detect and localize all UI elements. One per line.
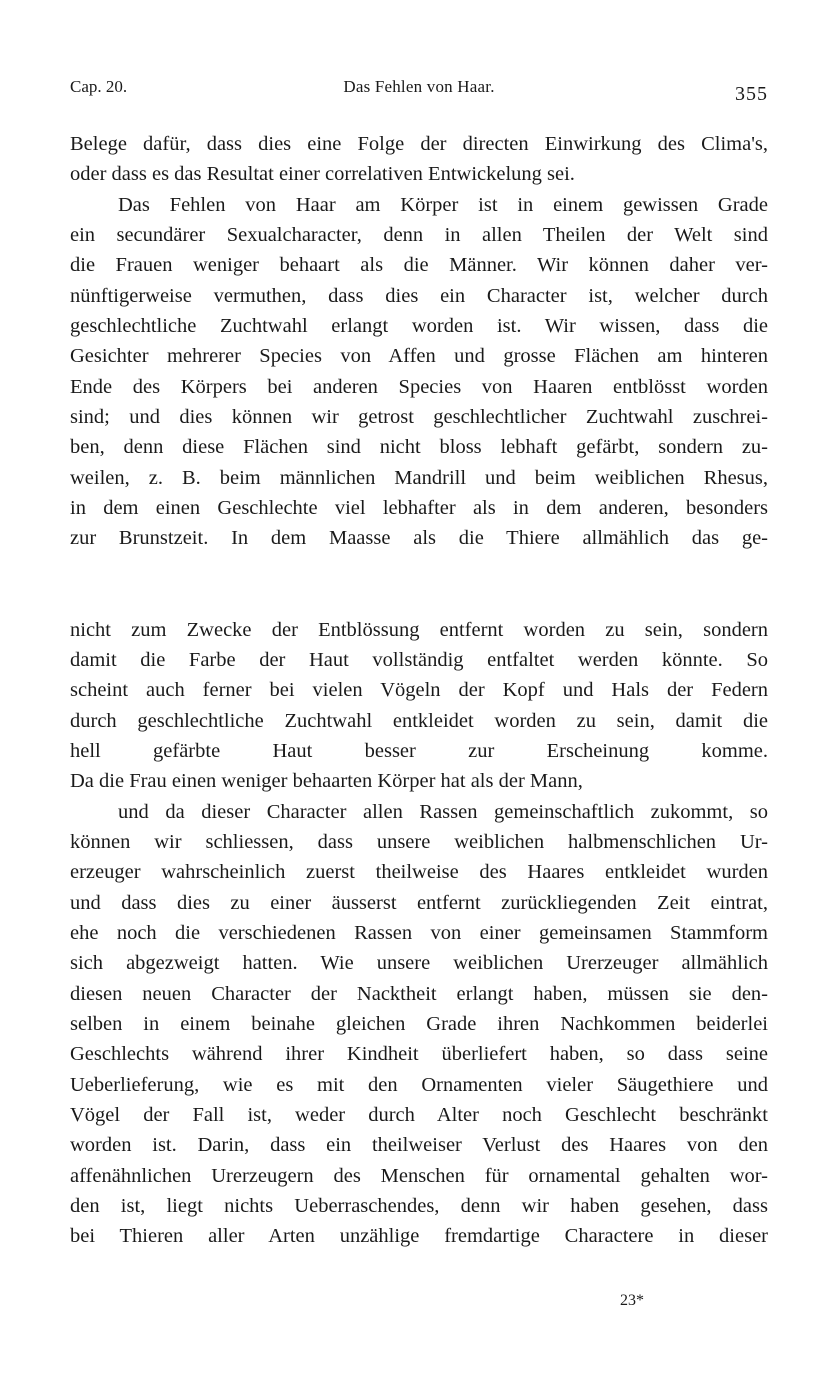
text-line: Ende des Körpers bei anderen Species von Haaren entblösst worden: [70, 375, 768, 398]
text-line: Ueberlieferung, wie es mit den Ornamenten vieler Säugethiere und: [70, 1073, 768, 1096]
text-line: damit die Farbe der Haut vollständig entfaltet werden könnte. So: [70, 648, 768, 671]
text-line: nicht zum Zwecke der Entblössung entfernt worden zu sein, sondern: [70, 618, 768, 641]
running-header: [70, 77, 768, 107]
text-line: weilen, z. B. beim männlichen Mandrill und beim weiblichen Rhesus,: [70, 466, 768, 489]
text-line: können wir schliessen, dass unsere weiblichen halbmenschlichen Ur-: [70, 830, 768, 853]
text-line: erzeuger wahrscheinlich zuerst theilweise des Haares entkleidet wurden: [70, 861, 768, 884]
text-line: Belege dafür, dass dies eine Folge der directen Einwirkung des Clima's,: [70, 133, 768, 155]
text-line: [70, 1252, 768, 1282]
text-line: hell gefärbte Haut besser zur Erscheinung komme.: [70, 739, 768, 762]
running-title: Das Fehlen von Haar.: [343, 77, 495, 96]
page-number: 355: [735, 83, 768, 105]
text-line: Geschlechts während ihrer Kindheit überliefert haben, so dass seine: [70, 1043, 768, 1066]
text-line: ben, denn diese Flächen sind nicht bloss lebhaft gefärbt, sondern zu-: [70, 436, 768, 459]
text-line: Gesichter mehrerer Species von Affen und grosse Flächen am hinteren: [70, 345, 768, 368]
body-text: [70, 129, 768, 1282]
text-line: Da die Frau einen weniger behaarten Körper hat als der Mann,: [70, 770, 583, 793]
paragraph-start-line: und da dieser Character allen Rassen gemeinschaftlich zukommt, so: [118, 800, 768, 823]
text-line: durch geschlechtliche Zuchtwahl entkleidet worden zu sein, damit die: [70, 709, 768, 732]
text-line: [70, 554, 768, 584]
text-line: den ist, liegt nichts Ueberraschendes, denn wir haben gesehen, dass: [70, 1195, 768, 1218]
text-line: affenähnlichen Urerzeugern des Menschen für ornamental gehalten wor-: [70, 1164, 768, 1187]
text-line: worden ist. Darin, dass ein theilweiser Verlust des Haares von den: [70, 1134, 768, 1157]
text-line: nünftigerweise vermuthen, dass dies ein Character ist, welcher durch: [70, 284, 768, 307]
text-line: bei Thieren aller Arten unzählige fremdartige Charactere in dieser: [70, 1225, 768, 1248]
text-line: ein secundärer Sexualcharacter, denn in allen Theilen der Welt sind: [70, 224, 768, 247]
signature-mark: 23*: [620, 1292, 644, 1309]
text-line: und dass dies zu einer äusserst entfernt zurückliegenden Zeit eintrat,: [70, 891, 768, 914]
text-line: ehe noch die verschiedenen Rassen von einer gemeinsamen Stammform: [70, 921, 768, 944]
text-line: zur Brunstzeit. In dem Maasse als die Thiere allmählich das ge-: [70, 527, 768, 550]
text-line: scheint auch ferner bei vielen Vögeln der Kopf und Hals der Federn: [70, 679, 768, 702]
text-line: geschlechtliche Zuchtwahl erlangt worden ist. Wir wissen, dass die: [70, 315, 768, 338]
text-line: selben in einem beinahe gleichen Grade ihren Nachkommen beiderlei: [70, 1012, 768, 1035]
text-line: sind; und dies können wir getrost geschlechtlicher Zuchtwahl zuschrei-: [70, 406, 768, 429]
chapter-label: Cap. 20.: [70, 77, 128, 96]
text-line: Vögel der Fall ist, weder durch Alter noch Geschlecht beschränkt: [70, 1104, 768, 1126]
text-line: in dem einen Geschlechte viel lebhafter als in dem anderen, besonders: [70, 497, 768, 520]
text-line: sich abgezweigt hatten. Wie unsere weiblichen Urerzeuger allmählich: [70, 952, 768, 975]
text-line: oder dass es das Resultat einer correlativen Entwickelung sei.: [70, 163, 575, 186]
text-line: diesen neuen Character der Nacktheit erlangt haben, müssen sie den-: [70, 982, 768, 1005]
text-line: [70, 584, 768, 614]
text-line: die Frauen weniger behaart als die Männer. Wir können daher ver-: [70, 254, 768, 277]
paragraph-start-line: Das Fehlen von Haar am Körper ist in einem gewissen Grade: [118, 193, 768, 216]
